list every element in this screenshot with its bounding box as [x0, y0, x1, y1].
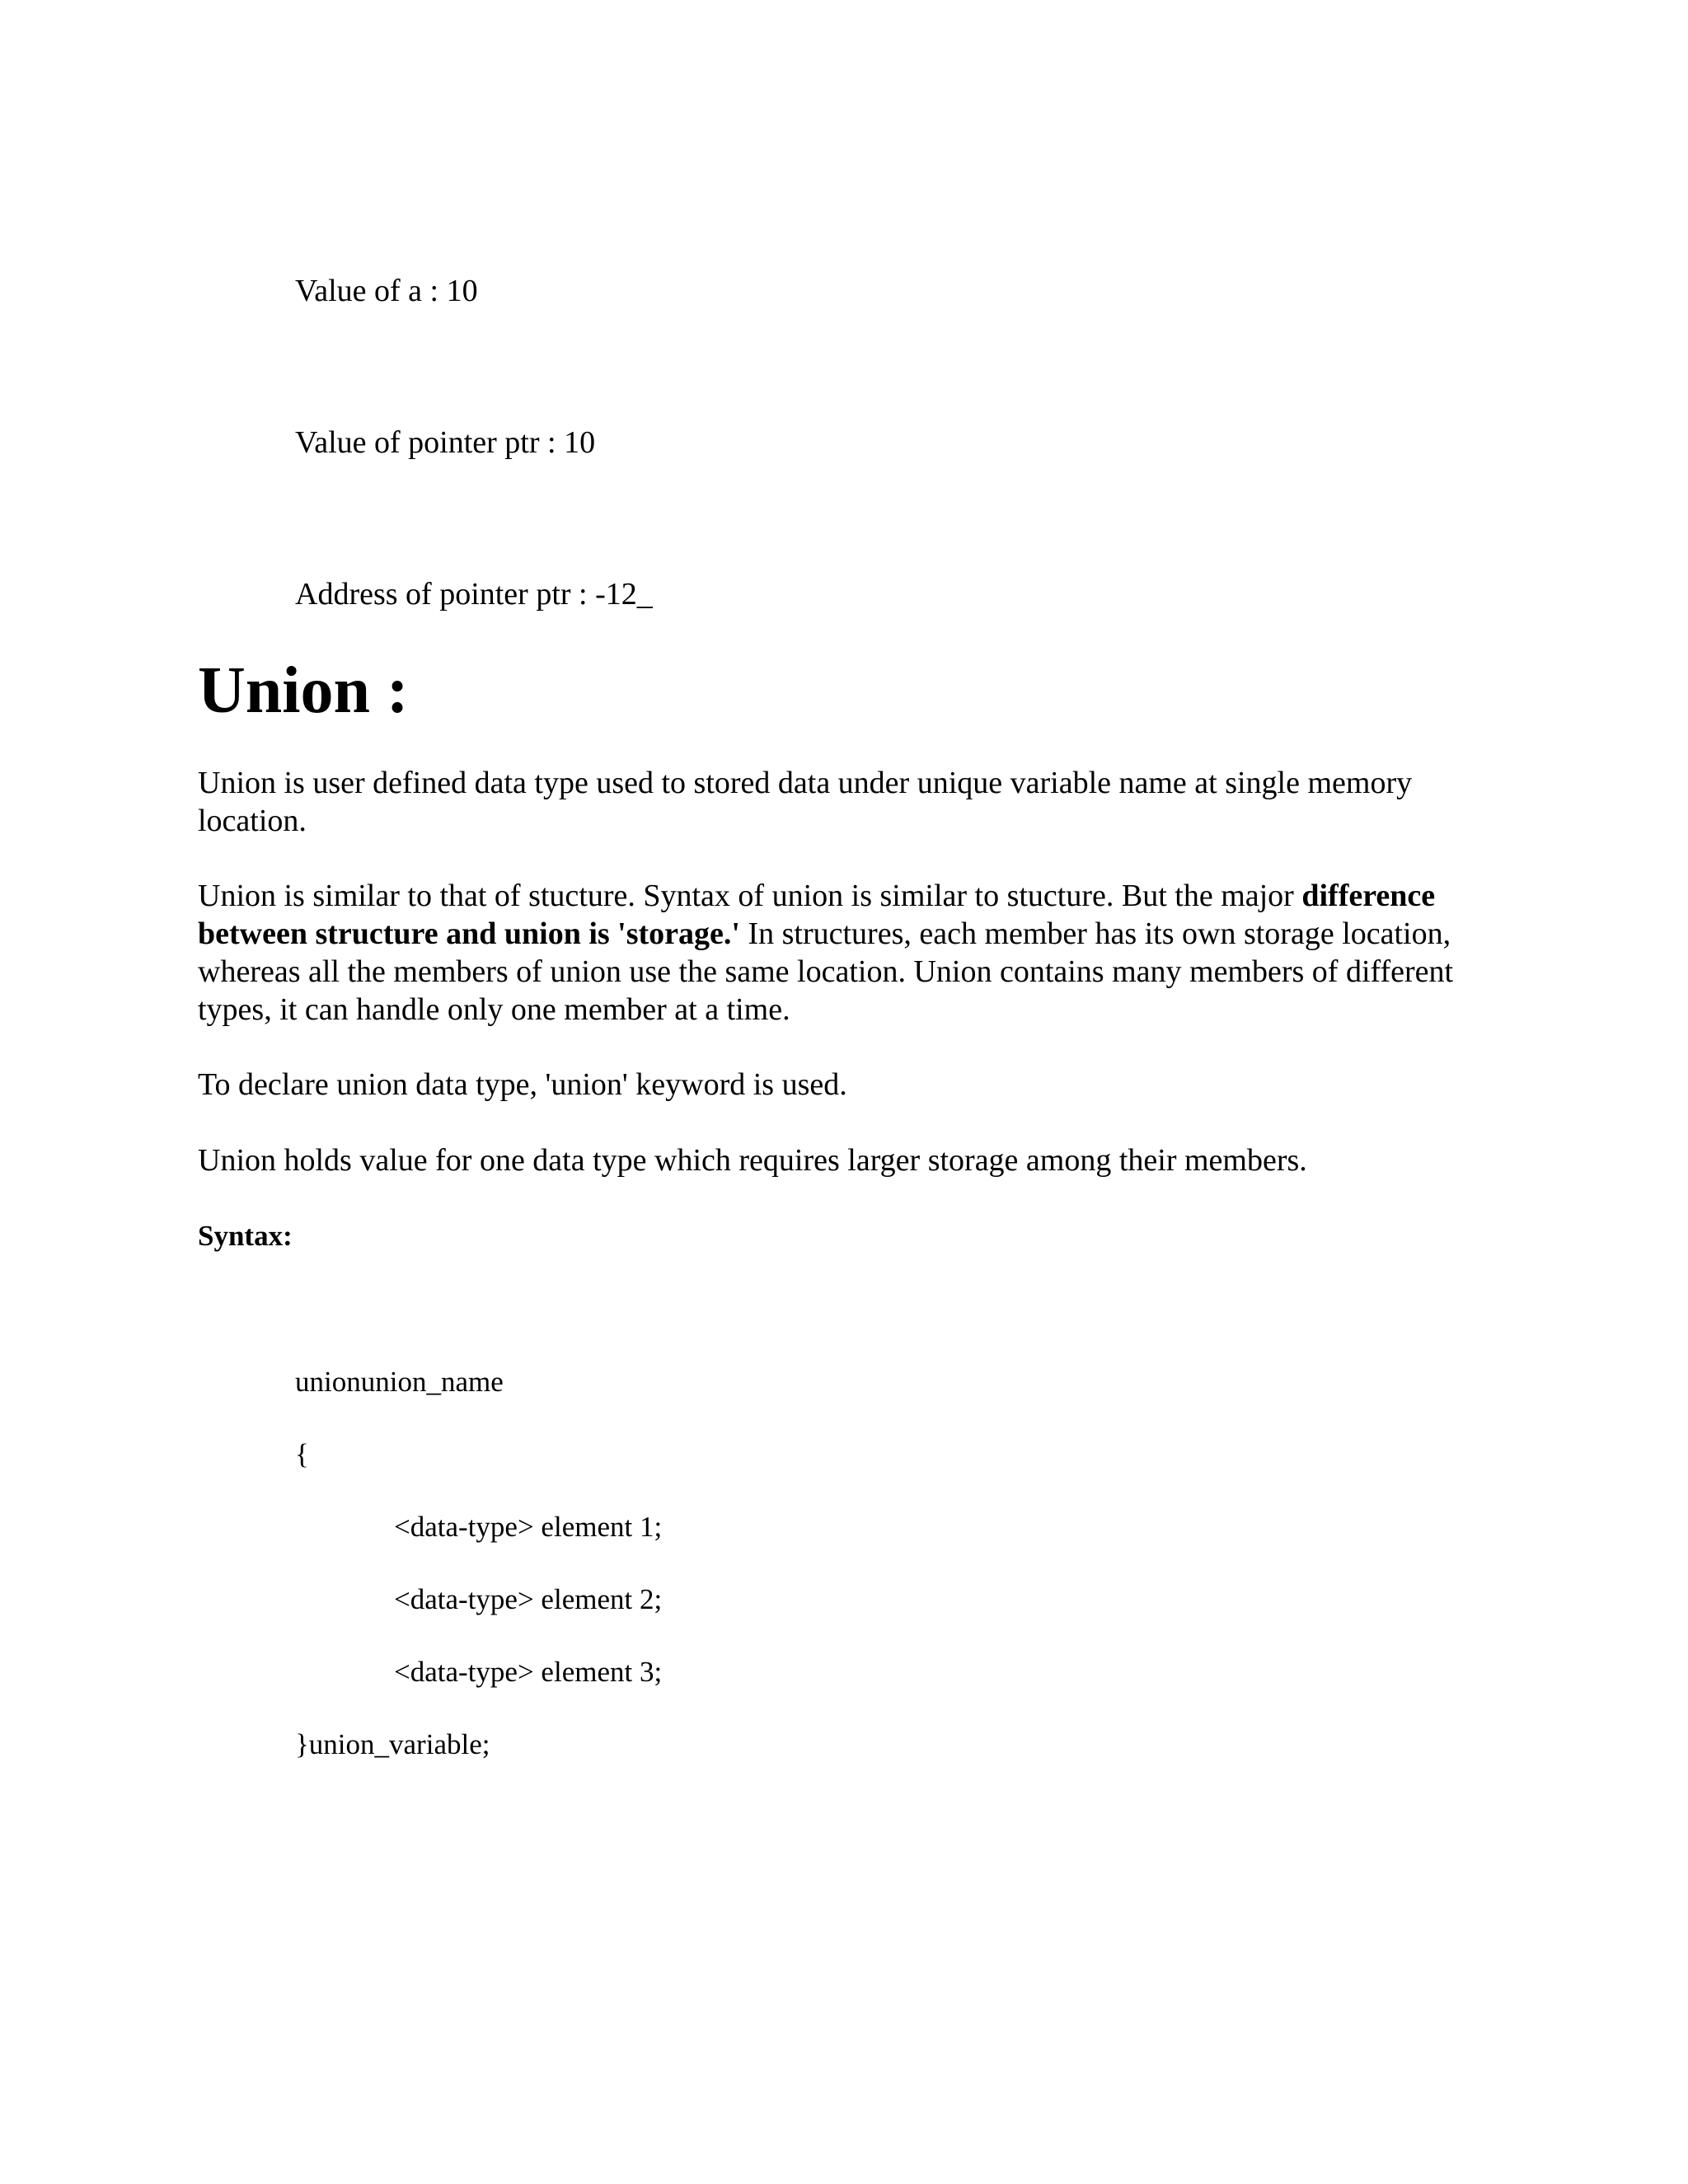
code-line-element-2: <data-type> element 2;	[394, 1583, 663, 1615]
code-line-close-brace: }union_variable;	[295, 1728, 490, 1760]
paragraph-comparison-lead: Union is similar to that of stucture. Syntax of union is similar to stucture. But the major	[198, 879, 1302, 913]
output-line-value-a: Value of a : 10	[295, 274, 478, 308]
code-line-declaration: unionunion_name	[295, 1366, 504, 1398]
code-line-element-3: <data-type> element 3;	[394, 1656, 663, 1688]
paragraph-storage: Union holds value for one data type which requires larger storage among their members.	[198, 1143, 1307, 1178]
code-line-open-brace: {	[295, 1438, 309, 1470]
syntax-label: Syntax:	[198, 1220, 293, 1252]
paragraph-comparison	[198, 877, 1517, 1029]
output-line-address-ptr: Address of pointer ptr : -12_	[295, 577, 653, 612]
section-heading: Union :	[198, 654, 409, 727]
paragraph-comparison-emphasis: difference between structure and union is 'storage.'	[198, 879, 1436, 951]
code-line-element-1: <data-type> element 1;	[394, 1511, 663, 1543]
paragraph-definition: Union is user defined data type used to stored data under unique variable name at single memory location.	[198, 766, 1413, 838]
paragraph-keyword: To declare union data type, 'union' keyword is used.	[198, 1067, 847, 1102]
paragraph-comparison-tail: In structures, each member has its own storage location, whereas all the members of union use the same location. Union contains many members of different types, it can handle only one member at a time.	[198, 916, 1454, 1027]
output-line-value-ptr: Value of pointer ptr : 10	[295, 425, 596, 460]
